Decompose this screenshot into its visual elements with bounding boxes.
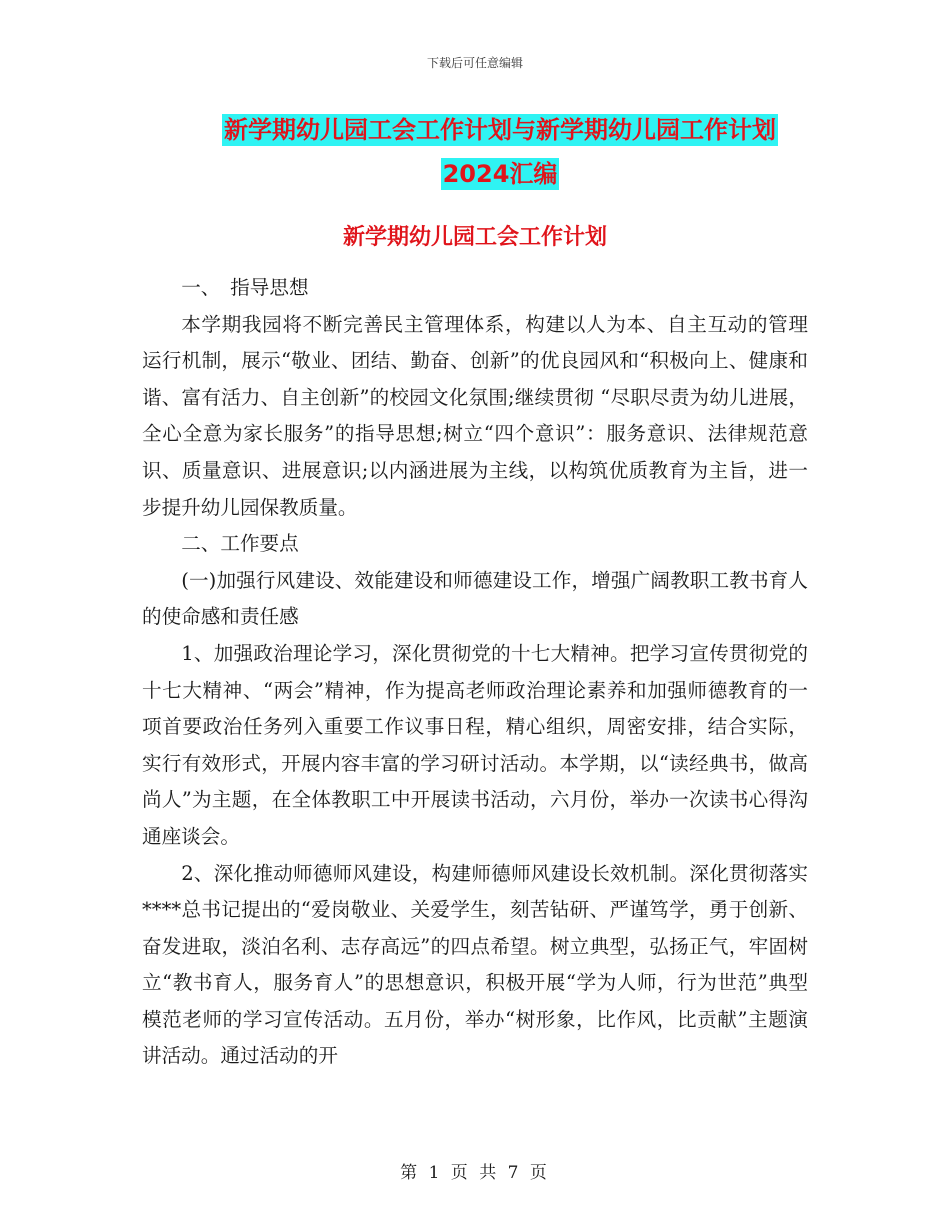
document-title-line-1: 新学期幼儿园工会工作计划与新学期幼儿园工作计划: [224, 116, 776, 144]
header-note: 下载后可任意编辑: [426, 56, 523, 70]
heading-work-points: 二、工作要点: [181, 532, 299, 556]
body-text: [142, 270, 808, 1075]
paragraph: (一)加强行风建设、效能建设和师德建设工作，增强广阔教职工教书育人的使命感和责任感: [142, 568, 808, 629]
paragraph: 1、加强政治理论学习，深化贯彻党的十七大精神。把学习宣传贯彻党的十七大精神、“两会”精神，作为提高老师政治理论素养和加强师德教育的一项首要政治任务列入重要工作议事日程，精心组织，周密安排，结合实际，实行有效形式，开展内容丰富的学习研讨活动。本学期，以“读经典书，做高尚人”为主题，在全体教职工中开展读书活动，六月份，举办一次读书心得沟通座谈会。: [142, 641, 808, 848]
section-title: 新学期幼儿园工会工作计划: [342, 225, 607, 250]
paragraph: 本学期我园将不断完善民主管理体系，构建以人为本、自主互动的管理运行机制，展示“敬业、团结、勤奋、创新”的优良园风和“积极向上、健康和谐、富有活力、自主创新”的校园文化氛围;继续贯彻 “尽职尽责为幼儿进展，全心全意为家长服务”的指导思想;树立“四个意识”：服务意识、法律规范意识、质量意识、进展意识;以内涵进展为主线，以构筑优质教育为主旨，进一步提升幼儿园保教质量。: [142, 312, 808, 519]
paragraph: 2、深化推动师德师风建设，构建师德师风建设长效机制。深化贯彻落实****总书记提出的“爱岗敬业、关爱学生，刻苦钻研、严谨笃学，勇于创新、奋发进取，淡泊名利、志存高远”的四点希望。树立典型，弘扬正气，牢固树立“教书育人，服务育人”的思想意识，积极开展“学为人师，行为世范”典型模范老师的学习宣传活动。五月份，举办“树形象，比作风，比贡献”主题演讲活动。通过活动的开: [142, 861, 808, 1068]
document-title: [140, 108, 860, 196]
heading-guiding-ideology: 一、 指导思想: [181, 276, 309, 299]
page-number: 第 1 页 共 7 页: [400, 1163, 550, 1183]
document-title-line-2: 2024汇编: [442, 160, 558, 188]
